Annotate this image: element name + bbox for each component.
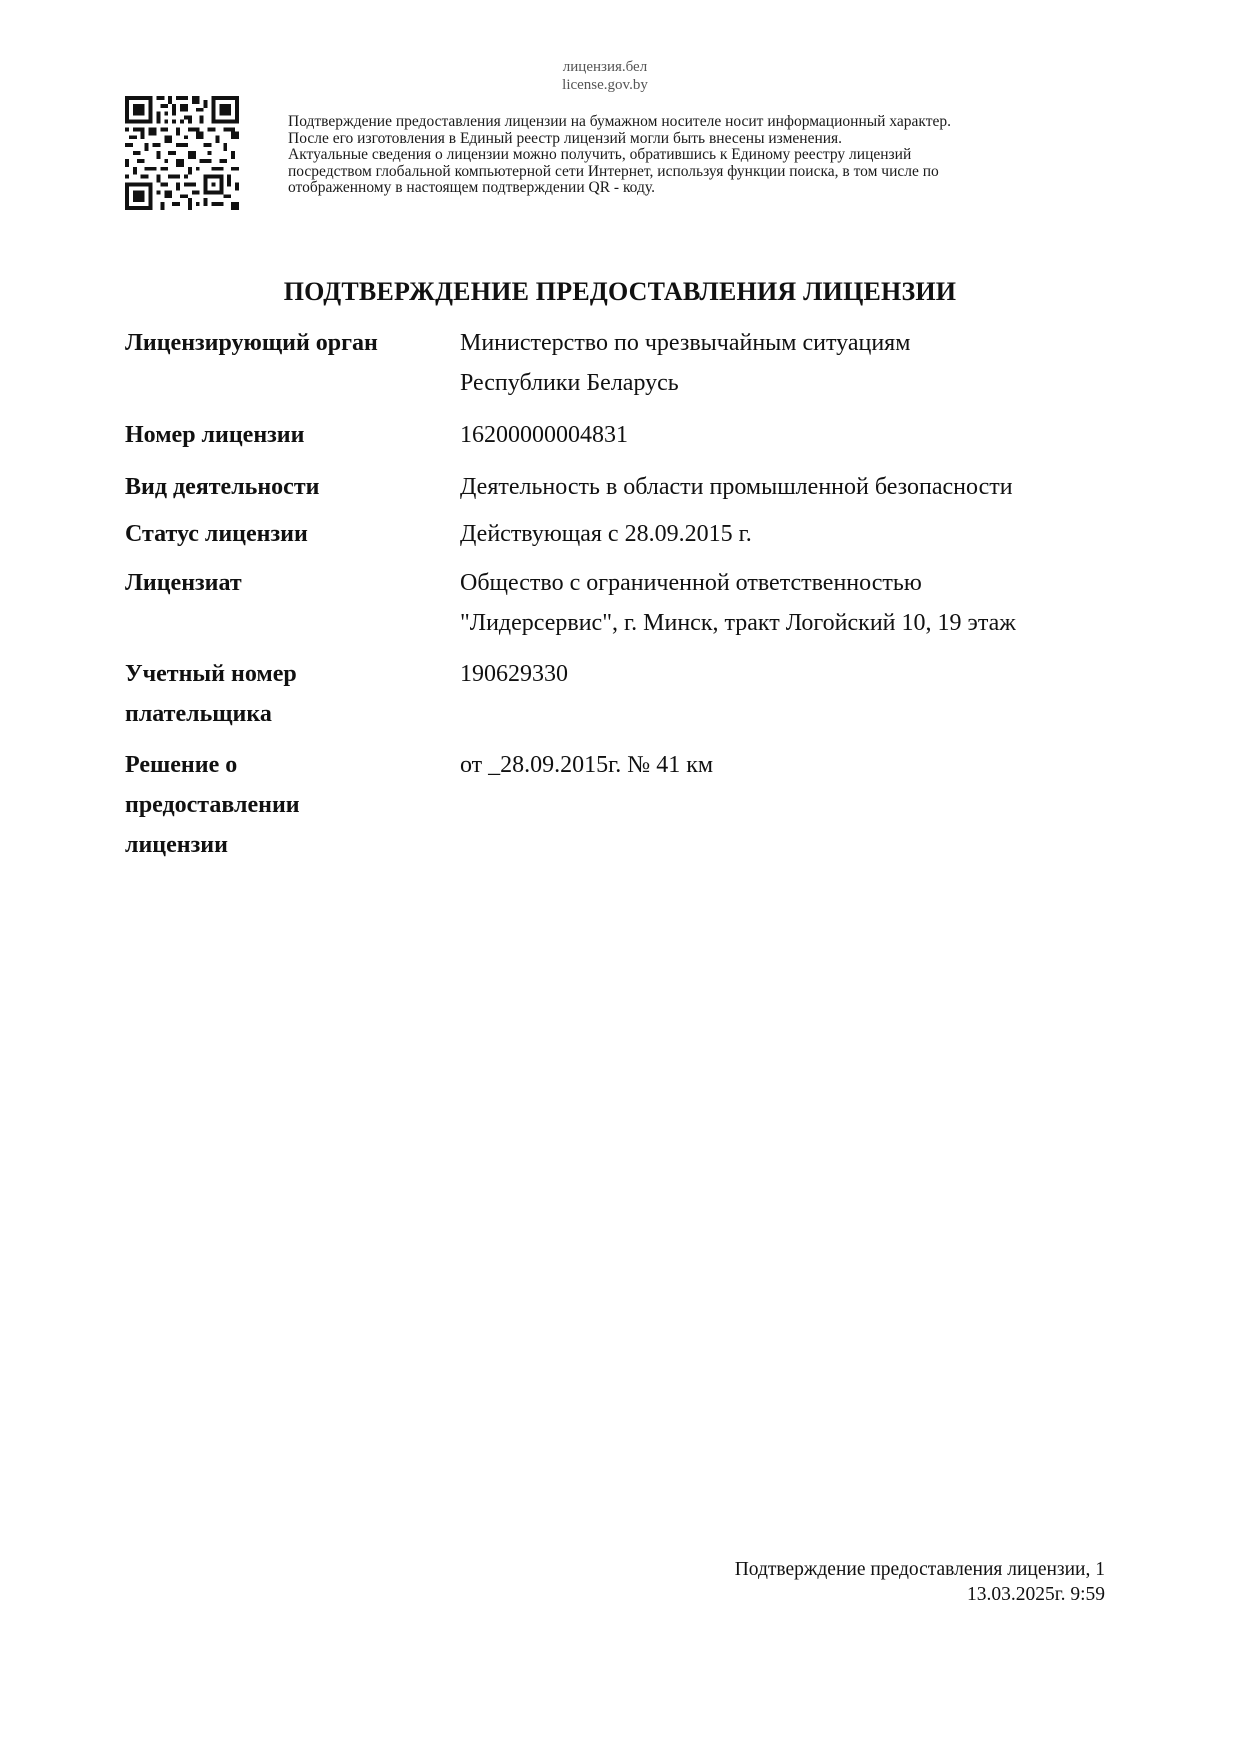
field-value-line: Республики Беларусь — [460, 370, 679, 396]
page-footer — [580, 1557, 1105, 1607]
disclaimer-line: Актуальные сведения о лицензии можно получить, обратившись к Единому реестру лицензий — [288, 146, 912, 163]
field-label-line: плательщика — [125, 701, 272, 727]
field-value — [460, 563, 1180, 643]
field-label — [125, 467, 455, 507]
field-value — [460, 514, 1180, 554]
field-label — [125, 745, 455, 865]
field-label — [125, 654, 455, 734]
field-label-line: Решение о — [125, 752, 238, 778]
disclaimer-line: После его изготовления в Единый реестр лицензий могли быть внесены изменения. — [288, 129, 843, 147]
field-label-line: лицензии — [125, 832, 228, 858]
field-label-line: Статус лицензии — [125, 521, 308, 547]
field-value-line: от _28.09.2015г. № 41 км — [460, 752, 714, 778]
qr-code-icon — [122, 96, 242, 210]
field-label-line: Лицензирующий орган — [125, 330, 378, 356]
field-value-line: 16200000004831 — [460, 422, 628, 448]
field-value-line: Министерство по чрезвычайным ситуациям — [460, 330, 911, 356]
disclaimer-line: отображенному в настоящем подтверждении QR - коду. — [288, 179, 655, 196]
disclaimer-line: посредством глобальной компьютерной сети Интернет, используя функции поиска, в том числе по — [288, 162, 939, 180]
field-value-line: 190629330 — [460, 661, 568, 687]
field-label-line: Вид деятельности — [125, 474, 320, 500]
site-cyrillic: лицензия.бел — [562, 59, 648, 75]
field-value — [460, 415, 1180, 455]
disclaimer-text — [288, 114, 1168, 197]
field-label — [125, 323, 455, 363]
footer-timestamp: 13.03.2025г. 9:59 — [967, 1584, 1105, 1605]
field-label-line: Учетный номер — [125, 661, 297, 687]
field-value — [460, 467, 1180, 507]
field-label-line: Номер лицензии — [125, 422, 305, 448]
field-value — [460, 654, 1180, 694]
field-label-line: Лицензиат — [125, 570, 242, 596]
document-title: ПОДТВЕРЖДЕНИЕ ПРЕДОСТАВЛЕНИЯ ЛИЦЕНЗИИ — [283, 277, 957, 306]
field-label — [125, 563, 455, 603]
site-latin: license.gov.by — [562, 77, 648, 93]
field-value — [460, 323, 1180, 403]
field-label — [125, 415, 455, 455]
field-label — [125, 514, 455, 554]
field-value — [460, 745, 1180, 785]
footer-caption: Подтверждение предоставления лицензии, 1 — [734, 1559, 1105, 1580]
field-value-line: Деятельность в области промышленной безопасности — [460, 474, 1013, 500]
field-value-line: "Лидерсервис", г. Минск, тракт Логойский 10, 19 этаж — [460, 610, 1016, 636]
field-label-line: предоставлении — [125, 792, 300, 818]
field-value-line: Действующая с 28.09.2015 г. — [460, 521, 752, 547]
disclaimer-line: Подтверждение предоставления лицензии на бумажном носителе носит информационный характер. — [288, 113, 951, 130]
field-value-line: Общество с ограниченной ответственностью — [460, 570, 922, 596]
site-addresses — [520, 58, 690, 94]
